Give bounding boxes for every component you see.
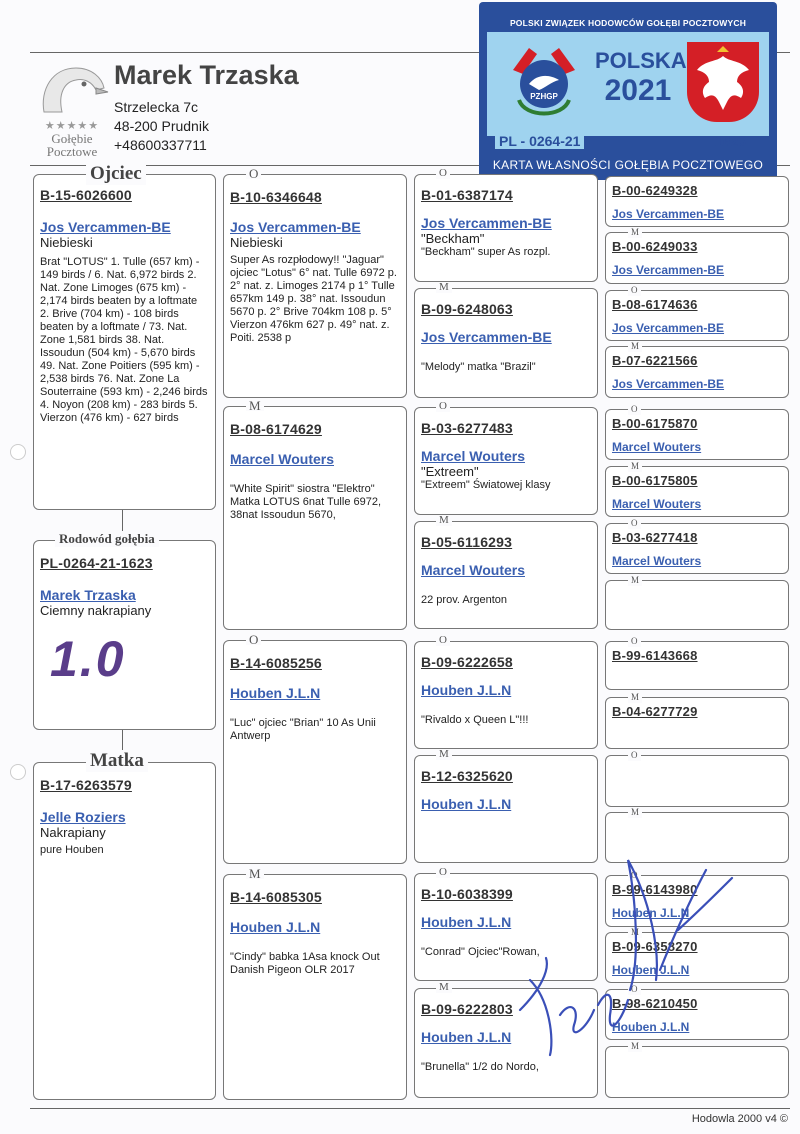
sex-label-m: M	[436, 749, 452, 760]
gen4-card	[605, 580, 789, 630]
gen3-breeder[interactable]: Houben J.L.N	[421, 914, 512, 930]
gen2-card-1	[223, 174, 407, 398]
logo-text-1: Gołębie	[51, 131, 93, 146]
sex-label-o: O	[628, 518, 641, 529]
mother-color: Nakrapiany	[40, 825, 106, 840]
gen4-breeder[interactable]: Jos Vercammen-BE	[612, 263, 725, 277]
gen2-note: Super As rozpłodowy!! "Jaguar" ojciec "Lotus" 6° nat. Tulle 6972 p. 2° nat. z. Limoges 2174 p 1° Tulle 657km 149 p. 38° nat. Issoudun 5670 p. 2° Brive 704km 108 p. 5° Vierzon 476km 627 p. 49° nat. z. Poiti. 2538 p	[230, 254, 397, 344]
sex-label-m: M	[628, 807, 642, 818]
sex-label-m: M	[628, 575, 642, 586]
sex-label-m: M	[246, 868, 264, 879]
software-footer: Hodowla 2000 v4 ©	[691, 1113, 788, 1125]
subject-grade: 1.0	[50, 631, 126, 687]
gen4-breeder[interactable]: Marcel Wouters	[612, 554, 702, 568]
gen4-card	[605, 346, 789, 398]
gen4-breeder[interactable]: Jos Vercammen-BE	[612, 207, 725, 221]
gen3-ring: B-05-6116293	[421, 534, 513, 550]
gen4-ring: B-07-6221566	[612, 353, 698, 368]
sex-label-o: O	[628, 750, 641, 761]
sex-label-m: M	[628, 227, 642, 238]
gen3-card	[414, 174, 598, 282]
gen4-breeder[interactable]: Marcel Wouters	[612, 497, 702, 511]
mother-breeder[interactable]: Jelle Roziers	[40, 809, 126, 825]
gen4-ring: B-03-6277418	[612, 530, 698, 545]
gen4-card	[605, 290, 789, 341]
gen3-breeder[interactable]: Houben J.L.N	[421, 796, 512, 812]
sex-label-o: O	[246, 634, 261, 645]
gen2-ring: B-10-6346648	[230, 189, 322, 205]
badge-text: PZHGP	[530, 92, 558, 101]
gen4-breeder[interactable]: Houben J.L.N	[612, 906, 690, 920]
card-header: POLSKI ZWIĄZEK HODOWCÓW GOŁĘBI POCZTOWYCH	[509, 18, 747, 28]
mother-note: pure Houben	[40, 844, 104, 856]
sex-label-m: M	[628, 341, 642, 352]
gen4-breeder[interactable]: Marcel Wouters	[612, 440, 702, 454]
gen3-ring: B-09-6222658	[421, 654, 513, 670]
gen3-note: "Rivaldo x Queen L"!!!	[421, 714, 529, 726]
gen4-card	[605, 466, 789, 517]
gen3-breeder[interactable]: Houben J.L.N	[421, 682, 512, 698]
father-note: Brat "LOTUS" 1. Tulle (657 km) - 149 birds / 6. Nat. 6,972 birds 2. Nat. Zone Limoges (675 km) - 2,174 birds beaten by a loftmate 2. Brive (704 km) - 108 birds beaten by a loftmate / 73. Nat. Zone 1,581 birds 38. Nat. Issoudun (504 km) - 5,670 birds 49. Nat. Zone Poitiers (595 km) - 2,538 birds 76. Nat. Zone La Souterraine (593 km) - 2,246 birds 4. Noyon (208 km) - 283 birds 5. Vierzon (476 km) - 627 birds	[40, 256, 208, 424]
gen4-card	[605, 641, 789, 690]
gen3-card	[414, 288, 598, 398]
gen3-breeder[interactable]: Jos Vercammen-BE	[421, 215, 552, 231]
father-color: Niebieski	[40, 235, 93, 250]
gen3-ring: B-09-6248063	[421, 301, 513, 317]
sex-label-o: O	[628, 285, 641, 296]
gen3-ring: B-01-6387174	[421, 187, 513, 203]
ojciec-label: Ojciec	[86, 163, 146, 185]
gen2-breeder[interactable]: Houben J.L.N	[230, 919, 321, 935]
gen2-note: "Cindy" babka 1Asa knock Out Danish Pigeon OLR 2017	[230, 951, 380, 976]
card-footer: KARTA WŁASNOŚCI GOŁĘBIA POCZTOWEGO	[492, 158, 764, 172]
gen3-note: "Conrad" Ojciec"Rowan,	[421, 946, 540, 958]
gen2-note: "White Spirit" siostra "Elektro" Matka LOTUS 6nat Tulle 6972, 38nat Issoudun 5670,	[230, 483, 382, 521]
gen3-color: "Extreem"	[421, 464, 479, 479]
gen4-ring: B-08-6174636	[612, 297, 698, 312]
sex-label-m: M	[628, 461, 642, 472]
gen3-card	[414, 641, 598, 749]
gen2-card-4	[223, 874, 407, 1100]
gen3-note: "Beckham" super As rozpl.	[421, 246, 551, 258]
logo-text-2: Pocztowe	[46, 144, 98, 159]
sex-label-o: O	[628, 404, 641, 415]
gen3-ring: B-10-6038399	[421, 886, 513, 902]
pzhgp-badge	[509, 40, 579, 128]
gen3-breeder[interactable]: Marcel Wouters	[421, 448, 525, 464]
gen3-ring: B-12-6325620	[421, 768, 513, 784]
father-ring: B-15-6026600	[40, 187, 132, 203]
gen4-card	[605, 755, 789, 807]
gen2-ring: B-14-6085256	[230, 655, 322, 671]
subject-color: Ciemny nakrapiany	[40, 603, 152, 618]
rodowod-label: Rodowód gołębia	[55, 531, 159, 547]
gen2-card-2	[223, 406, 407, 630]
gen4-card	[605, 697, 789, 749]
gen2-breeder[interactable]: Houben J.L.N	[230, 685, 321, 701]
sex-label-o: O	[628, 984, 641, 995]
mother-card	[33, 762, 216, 1100]
owner-phone: +48600337711	[114, 137, 207, 153]
card-number: 1623	[715, 133, 747, 149]
gen2-ring: B-08-6174629	[230, 421, 322, 437]
card-ring: PL - 0264-21	[495, 133, 584, 149]
gen4-card	[605, 523, 789, 574]
gen3-color: "Beckham"	[421, 231, 485, 246]
gen4-breeder[interactable]: Jos Vercammen-BE	[612, 321, 725, 335]
subject-breeder[interactable]: Marek Trzaska	[40, 587, 136, 603]
gen4-card	[605, 176, 789, 227]
gen3-note: "Melody" matka "Brazil"	[421, 361, 536, 373]
gen2-color: Niebieski	[230, 235, 283, 250]
sex-label-m: M	[436, 982, 452, 993]
gen3-ring: B-09-6222803	[421, 1001, 513, 1017]
gen4-ring: B-00-6249033	[612, 239, 698, 254]
card-country: POLSKA	[595, 48, 687, 73]
gen3-note: 22 prov. Argenton	[421, 594, 508, 606]
card-year: 2021	[604, 74, 672, 107]
club-logo: ★★★★★ Gołębie Pocztowe	[34, 60, 110, 156]
sex-label-o: O	[436, 168, 450, 179]
gen4-ring: B-00-6249328	[612, 183, 698, 198]
gen3-breeder[interactable]: Jos Vercammen-BE	[421, 329, 552, 345]
father-breeder[interactable]: Jos Vercammen-BE	[40, 219, 171, 235]
sex-label-m: M	[246, 400, 264, 411]
sex-label-o: O	[436, 401, 450, 412]
owner-name: Marek Trzaska	[114, 60, 299, 90]
gen2-note: "Luc" ojciec "Brian" 10 As Unii Antwerp	[230, 717, 376, 742]
subject-ring: PL-0264-21-1623	[40, 555, 153, 571]
matka-label: Matka	[86, 750, 148, 772]
gen3-ring: B-03-6277483	[421, 420, 513, 436]
gen4-ring: B-04-6277729	[612, 704, 698, 719]
gen4-ring: B-99-6143980	[612, 882, 698, 897]
sex-label-m: M	[628, 1041, 642, 1052]
punch-hole	[10, 764, 26, 780]
gen4-breeder[interactable]: Houben J.L.N	[612, 1020, 690, 1034]
pigeon-head-icon	[34, 60, 110, 120]
sex-label-m: M	[628, 692, 642, 703]
gen2-card-3	[223, 640, 407, 864]
sex-label-m: M	[436, 515, 452, 526]
sex-label-o: O	[436, 635, 450, 646]
gen4-ring: B-00-6175805	[612, 473, 698, 488]
ownership-card	[479, 2, 777, 180]
handwritten-signature	[510, 840, 750, 1060]
gen3-card	[414, 407, 598, 515]
gen3-note: "Brunella" 1/2 do Nordo,	[421, 1061, 539, 1073]
gen4-ring: B-98-6210450	[612, 996, 698, 1011]
gen2-breeder[interactable]: Jos Vercammen-BE	[230, 219, 361, 235]
gen3-card	[414, 521, 598, 629]
sex-label-o: O	[628, 636, 641, 647]
sex-label-o: O	[246, 168, 261, 179]
punch-hole	[10, 444, 26, 460]
gen2-ring: B-14-6085305	[230, 889, 322, 905]
gen3-note: "Extreem" Światowej klasy	[421, 479, 551, 491]
sex-label-m: M	[628, 927, 642, 938]
sex-label-o: O	[628, 870, 641, 881]
gen3-breeder[interactable]: Marcel Wouters	[421, 562, 525, 578]
gen2-breeder[interactable]: Marcel Wouters	[230, 451, 334, 467]
eagle-emblem-icon	[687, 42, 759, 122]
gen4-ring: B-99-6143668	[612, 648, 698, 663]
mother-ring: B-17-6263579	[40, 777, 132, 793]
father-card	[33, 174, 216, 510]
gen4-card	[605, 409, 789, 460]
gen3-breeder[interactable]: Houben J.L.N	[421, 1029, 512, 1045]
sex-label-o: O	[436, 867, 450, 878]
gen4-ring: B-09-6358270	[612, 939, 698, 954]
gen4-breeder[interactable]: Jos Vercammen-BE	[612, 377, 725, 391]
owner-city: 48-200 Prudnik	[114, 118, 209, 134]
gen4-breeder[interactable]: Houben J.L.N	[612, 963, 690, 977]
owner-street: Strzelecka 7c	[114, 99, 199, 115]
gen4-ring: B-00-6175870	[612, 416, 698, 431]
subject-card	[33, 540, 216, 730]
gen4-card	[605, 232, 789, 284]
sex-label-m: M	[436, 282, 452, 293]
